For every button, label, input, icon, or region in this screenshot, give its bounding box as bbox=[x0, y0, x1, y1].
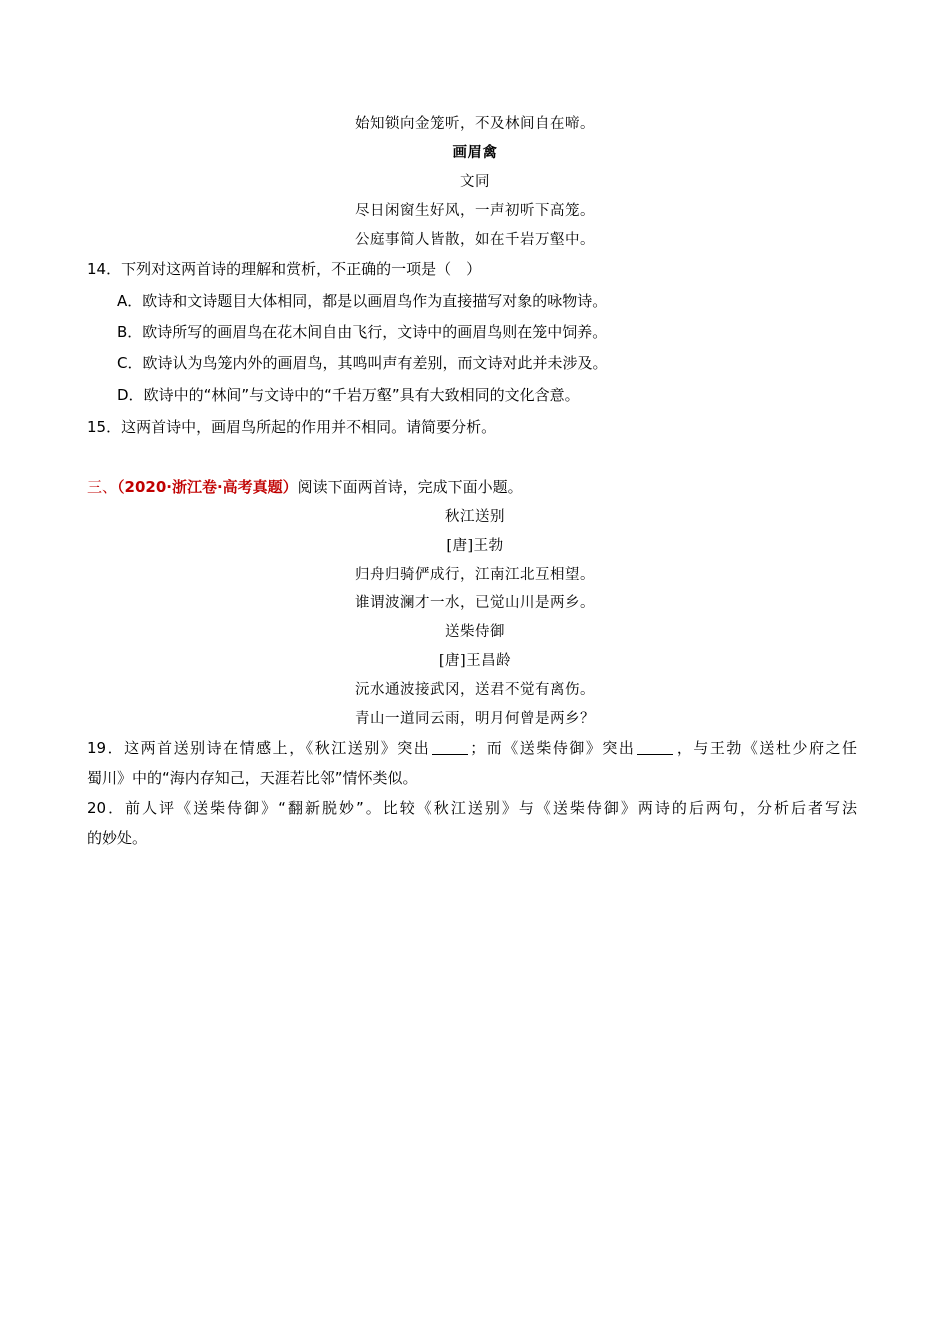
poem3-author: [唐]王勃 bbox=[446, 538, 504, 554]
poem4-line-2: 青山一道同云雨，明月何曾是两乡？ bbox=[355, 711, 595, 727]
poem4-line-1: 沅水通波接武冈，送君不觉有离伤。 bbox=[355, 682, 595, 698]
question-text-part-3: ，与王勃《送杜少府之任 bbox=[675, 739, 857, 757]
option-a bbox=[117, 290, 607, 312]
poem3-line-1: 归舟归骑俨成行，江南江北互相望。 bbox=[355, 567, 595, 583]
question-20 bbox=[87, 797, 857, 819]
question-19-line-2: 蜀川》中的“海内存知己，天涯若比邻”情怀类似。 bbox=[87, 769, 418, 787]
poem2-author: 文同 bbox=[460, 174, 490, 190]
answer-blank-2[interactable] bbox=[637, 738, 673, 755]
question-15 bbox=[87, 416, 496, 438]
section-prefix: 三、 bbox=[87, 478, 118, 496]
poem2-line-2: 公庭事简人皆散，如在千岩万壑中。 bbox=[355, 232, 595, 248]
question-20-line-2: 的妙处。 bbox=[87, 829, 148, 847]
option-d bbox=[117, 384, 580, 406]
question-number: 19． bbox=[87, 739, 125, 757]
poem2-line-1: 尽日闲窗生好风，一声初听下高笼。 bbox=[355, 203, 595, 219]
question-text-part-2: ；而《送柴侍御》突出 bbox=[470, 739, 636, 757]
section-instruction: 阅读下面两首诗，完成下面小题。 bbox=[297, 478, 523, 496]
section-3-heading bbox=[87, 476, 523, 498]
poem4-author: [唐]王昌龄 bbox=[438, 653, 512, 669]
option-label: C． bbox=[117, 354, 143, 372]
poem4-title: 送柴侍御 bbox=[445, 624, 505, 640]
section-source: （2020·浙江卷·高考真题） bbox=[117, 478, 298, 496]
question-text: 下列对这两首诗的理解和赏析，不正确的一项是（ ） bbox=[121, 260, 482, 278]
answer-blank-1[interactable] bbox=[432, 738, 468, 755]
option-text: 欧诗认为鸟笼内外的画眉鸟，其鸣叫声有差别，而文诗对此并未涉及。 bbox=[142, 354, 608, 372]
question-text: 前人评《送柴侍御》“翻新脱妙”。比较《秋江送别》与《送柴侍御》两诗的后两句，分析后者写法 bbox=[125, 799, 857, 817]
question-number: 14． bbox=[87, 260, 122, 278]
question-number: 15． bbox=[87, 418, 122, 436]
option-text: 欧诗中的“林间”与文诗中的“千岩万壑”具有大致相同的文化含意。 bbox=[143, 386, 580, 404]
poem3-line-2: 谁谓波澜才一水，已觉山川是两乡。 bbox=[355, 595, 595, 611]
option-label: A． bbox=[117, 292, 143, 310]
poem3-title: 秋江送别 bbox=[445, 509, 505, 525]
question-14 bbox=[87, 258, 481, 280]
question-text-part-1: 这两首送别诗在情感上，《秋江送别》突出 bbox=[124, 739, 431, 757]
option-label: B． bbox=[117, 323, 143, 341]
option-c bbox=[117, 352, 608, 374]
poem1-last-line: 始知锁向金笼听，不及林间自在啼。 bbox=[355, 116, 595, 132]
poem2-title: 画眉禽 bbox=[452, 144, 498, 161]
option-label: D． bbox=[117, 386, 144, 404]
option-text: 欧诗和文诗题目大体相同，都是以画眉鸟作为直接描写对象的咏物诗。 bbox=[142, 292, 608, 310]
option-text: 欧诗所写的画眉鸟在花木间自由飞行，文诗中的画眉鸟则在笼中饲养。 bbox=[142, 323, 608, 341]
question-19 bbox=[87, 737, 857, 759]
option-b bbox=[117, 321, 607, 343]
question-number: 20． bbox=[87, 799, 126, 817]
question-text: 这两首诗中，画眉鸟所起的作用并不相同。请简要分析。 bbox=[121, 418, 497, 436]
